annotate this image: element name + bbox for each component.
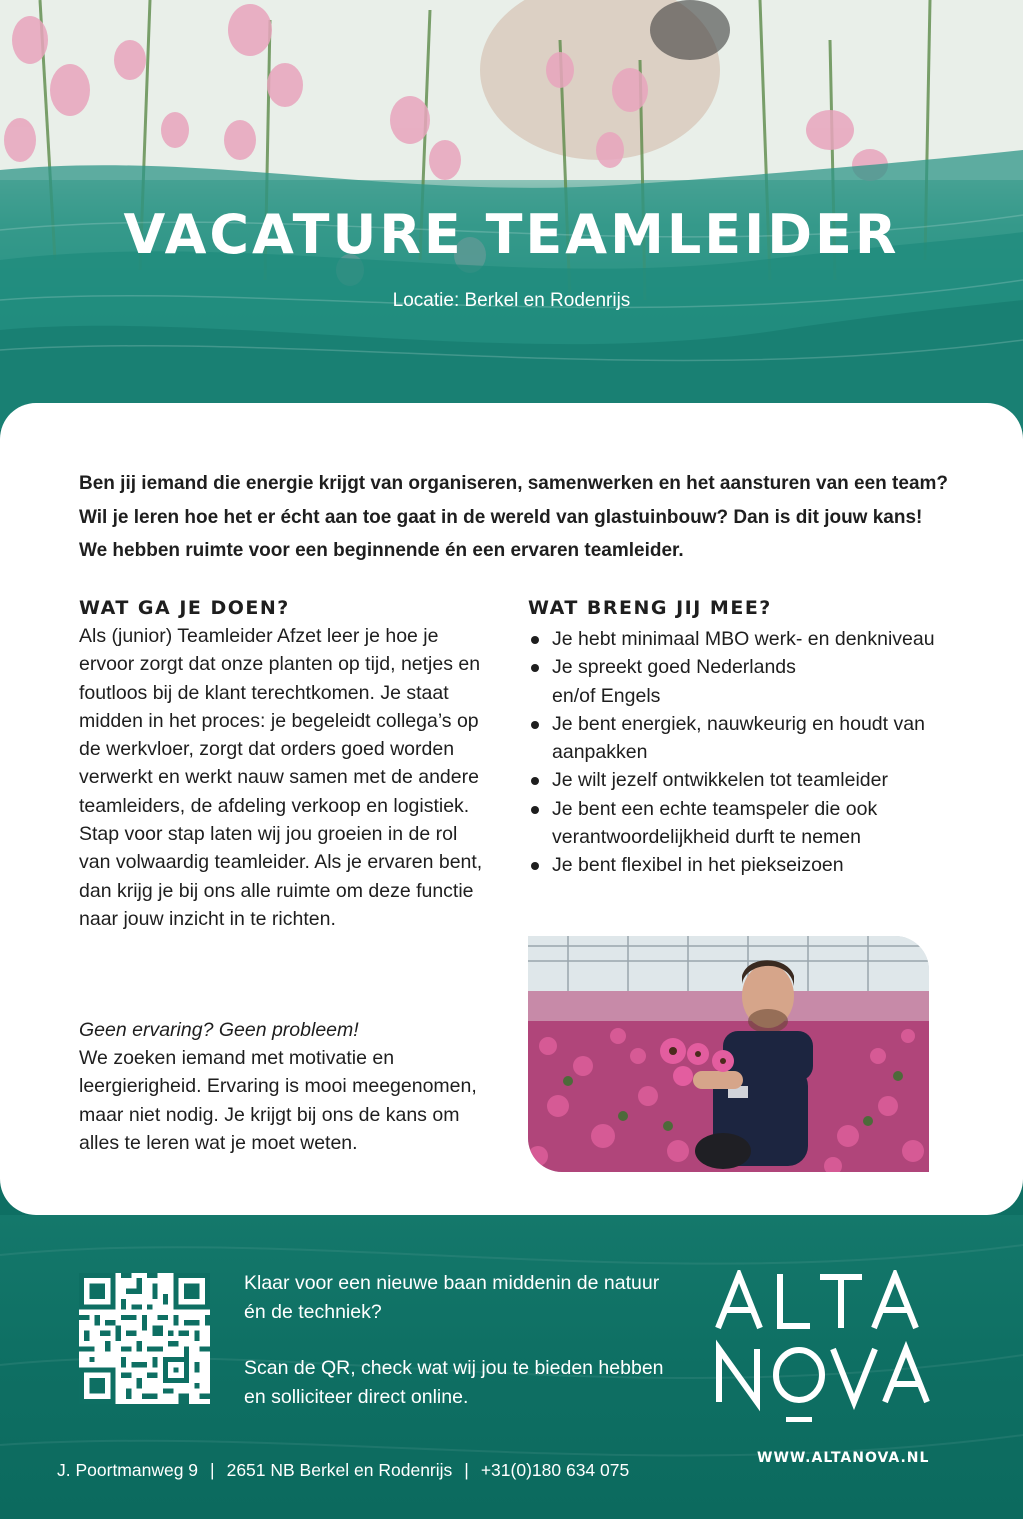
section-heading-tasks: WAT GA JE DOEN? xyxy=(79,597,290,619)
cta-text-2: Scan de QR, check wat wij jou te bieden hebben en solliciteer direct online. xyxy=(244,1357,664,1408)
location-label: Locatie: Berkel en Rodenrijs xyxy=(392,290,631,311)
qr-code[interactable] xyxy=(79,1273,210,1404)
cta-text-1: Klaar voor een nieuwe baan middenin de natuur én de techniek? xyxy=(244,1272,660,1323)
page-title: VACATURE TEAMLEIDER xyxy=(123,203,900,266)
separator: | xyxy=(210,1460,215,1480)
no-experience-body: We zoeken iemand met motivatie en leergierigheid. Ervaring is mooi meegenomen, maar niet nodig. Je krijgt bij ons de kans om alles te leren wat je moet weten. xyxy=(79,1047,477,1154)
call-to-action xyxy=(244,1269,684,1439)
list-item: Je bent flexibel in het piekseizoen xyxy=(528,851,968,879)
website-link[interactable]: WWW.ALTANOVA.NL xyxy=(757,1450,930,1466)
requirements-list xyxy=(528,625,968,880)
list-item: Je bent een echte teamspeler die ook verantwoordelijkheid durft te nemen xyxy=(528,795,968,852)
alta-nova-logo xyxy=(714,1270,954,1430)
list-item: Je bent energiek, nauwkeurig en houdt van aanpakken xyxy=(528,710,968,767)
section-heading-requirements: WAT BRENG JIJ MEE? xyxy=(528,597,772,619)
tasks-body: Als (junior) Teamleider Afzet leer je hoe je ervoor zorgt dat onze planten op tijd, netjes en foutloos bij de klant terechtkomen. Je staat midden in het proces: je begeleidt collega’s op de werkvloer, zorgt dat orders goed worden verwerkt en werkt nauw samen met de andere teamleiders, de afdeling verkoop en logistiek. Stap voor stap laten wij jou groeien in de rol van volwaardig teamleider. Als je ervaren bent, dan krijg je bij ons alle ruimte om deze functie naar jouw inzicht in te richten. xyxy=(79,625,483,930)
phone-number[interactable]: +31(0)180 634 075 xyxy=(480,1460,630,1480)
intro-paragraph: Ben jij iemand die energie krijgt van organiseren, samenwerken en het aansturen van een team? Wil je leren hoe het er écht aan toe gaat in de wereld van glastuinbouw? Dan is dit jouw kans! We hebben ruimte voor een beginnende én een ervaren teamleider. xyxy=(79,473,949,561)
hero-banner xyxy=(0,0,1023,430)
no-experience-subheading: Geen ervaring? Geen probleem! xyxy=(79,1019,359,1041)
list-item: Je wilt jezelf ontwikkelen tot teamleider xyxy=(528,766,968,794)
list-item: Je spreekt goed Nederlands en/of Engels xyxy=(528,653,842,710)
separator: | xyxy=(464,1460,469,1480)
employee-photo xyxy=(528,936,929,1172)
address-street: J. Poortmanweg 9 xyxy=(57,1460,199,1480)
contact-details xyxy=(57,1460,629,1481)
address-postal: 2651 NB Berkel en Rodenrijs xyxy=(226,1460,453,1480)
list-item: Je hebt minimaal MBO werk- en denkniveau xyxy=(528,625,968,653)
